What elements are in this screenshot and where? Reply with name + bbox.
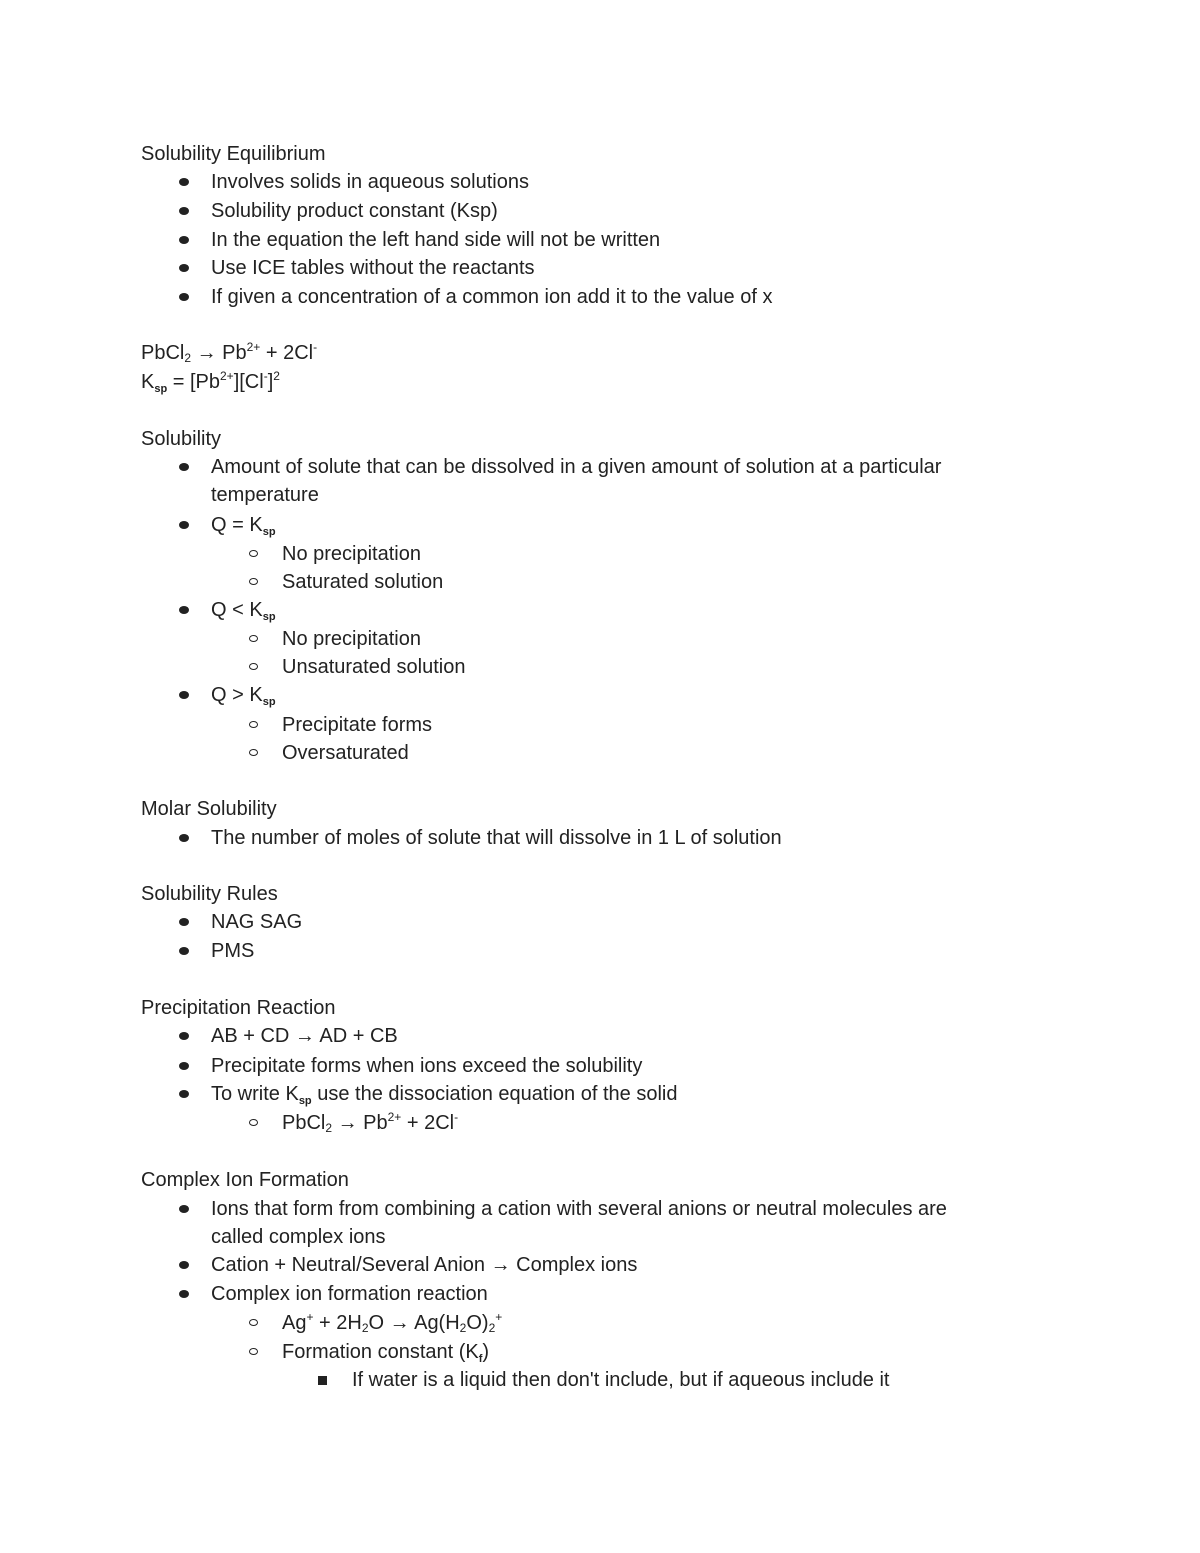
sub-list-item: Formation constant $(K_f)$ — [282, 1341, 490, 1365]
bullet-icon — [179, 918, 189, 926]
bullet-icon — [179, 1261, 189, 1269]
bullet-icon — [179, 1062, 189, 1070]
list-item: Complex ion formation reaction — [211, 1283, 488, 1305]
sub-list-item: No precipitation — [282, 628, 421, 650]
heading-complex-ion-formation: Complex Ion Formation — [141, 1169, 349, 1191]
bullet-icon — [179, 264, 189, 272]
ksp-expression: $K_{sp} = [Pb^{2+}][Cl^-]^2$ — [141, 369, 280, 395]
sub-list-item: Unsaturated solution — [282, 656, 466, 678]
bullet-icon — [179, 521, 189, 529]
bullet-icon — [179, 207, 189, 215]
dissociation-equation: PbCl$_2$ → $Pb^{2+} + 2Cl^-$ — [141, 340, 318, 365]
heading-solubility-equilibrium: Solubility Equilibrium — [141, 143, 326, 165]
sub-list-item: Saturated solution — [282, 571, 444, 593]
bullet-icon — [179, 691, 189, 699]
heading-molar-solubility: Molar Solubility — [141, 798, 277, 820]
bullet-icon — [179, 1205, 189, 1213]
list-item: The number of moles of solute that will dissolve in 1 L of solution — [211, 827, 782, 849]
bullet-icon — [179, 1090, 189, 1098]
list-item: $Q < K_{sp}$ — [211, 599, 276, 623]
heading-solubility-rules: Solubility Rules — [141, 883, 278, 905]
bullet-icon — [179, 606, 189, 614]
square-bullet-icon — [318, 1376, 327, 1385]
list-item: If given a concentration of a common ion add it to the value of x — [211, 286, 773, 308]
list-item-continuation: temperature — [211, 484, 319, 506]
list-item: Involves solids in aqueous solutions — [211, 171, 529, 193]
sub-list-item: PbCl$_2$ → $Pb^{2+} + 2Cl^-$ — [282, 1110, 459, 1135]
list-item: Amount of solute that can be dissolved in a given amount of solution at a particular — [211, 456, 942, 478]
bullet-icon — [179, 1290, 189, 1298]
list-item: $Q > K_{sp}$ — [211, 684, 276, 708]
list-item: NAG SAG — [211, 911, 303, 933]
list-item: In the equation the left hand side will not be written — [211, 229, 661, 251]
hollow-bullet-icon — [249, 721, 258, 728]
hollow-bullet-icon — [249, 1348, 258, 1355]
sub-sub-list-item: If water is a liquid then don't include, but if aqueous include it — [352, 1369, 890, 1391]
list-item: Solubility product constant (Ksp) — [211, 200, 498, 222]
bullet-icon — [179, 834, 189, 842]
bullet-icon — [179, 463, 189, 471]
hollow-bullet-icon — [249, 663, 258, 670]
heading-precipitation-reaction: Precipitation Reaction — [141, 997, 336, 1019]
bullet-icon — [179, 293, 189, 301]
hollow-bullet-icon — [249, 635, 258, 642]
list-item: Precipitate forms when ions exceed the solubility — [211, 1055, 643, 1077]
list-item: Cation + Neutral/Several Anion → Complex ions — [211, 1254, 638, 1276]
list-item: Ions that form from combining a cation with several anions or neutral molecules are — [211, 1198, 947, 1220]
list-item: Use ICE tables without the reactants — [211, 257, 535, 279]
hollow-bullet-icon — [249, 1119, 258, 1126]
list-item: PMS — [211, 940, 255, 962]
hollow-bullet-icon — [249, 749, 258, 756]
list-item-continuation: called complex ions — [211, 1226, 386, 1248]
bullet-icon — [179, 236, 189, 244]
hollow-bullet-icon — [249, 550, 258, 557]
bullet-icon — [179, 1032, 189, 1040]
sub-list-item: No precipitation — [282, 543, 421, 565]
list-item: AB + CD → AD + CB — [211, 1025, 398, 1047]
hollow-bullet-icon — [249, 578, 258, 585]
sub-list-item: $Ag^+ + 2H_2O \to Ag(H_2O)_2^+$ — [282, 1310, 503, 1335]
sub-list-item: Oversaturated — [282, 742, 409, 764]
list-item: To write $K_{sp}$ use the dissociation equation of the solid — [211, 1083, 678, 1107]
list-item: $Q = K_{sp}$ — [211, 514, 276, 538]
heading-solubility: Solubility — [141, 428, 222, 450]
hollow-bullet-icon — [249, 1319, 258, 1326]
sub-list-item: Precipitate forms — [282, 714, 433, 736]
bullet-icon — [179, 947, 189, 955]
bullet-icon — [179, 178, 189, 186]
